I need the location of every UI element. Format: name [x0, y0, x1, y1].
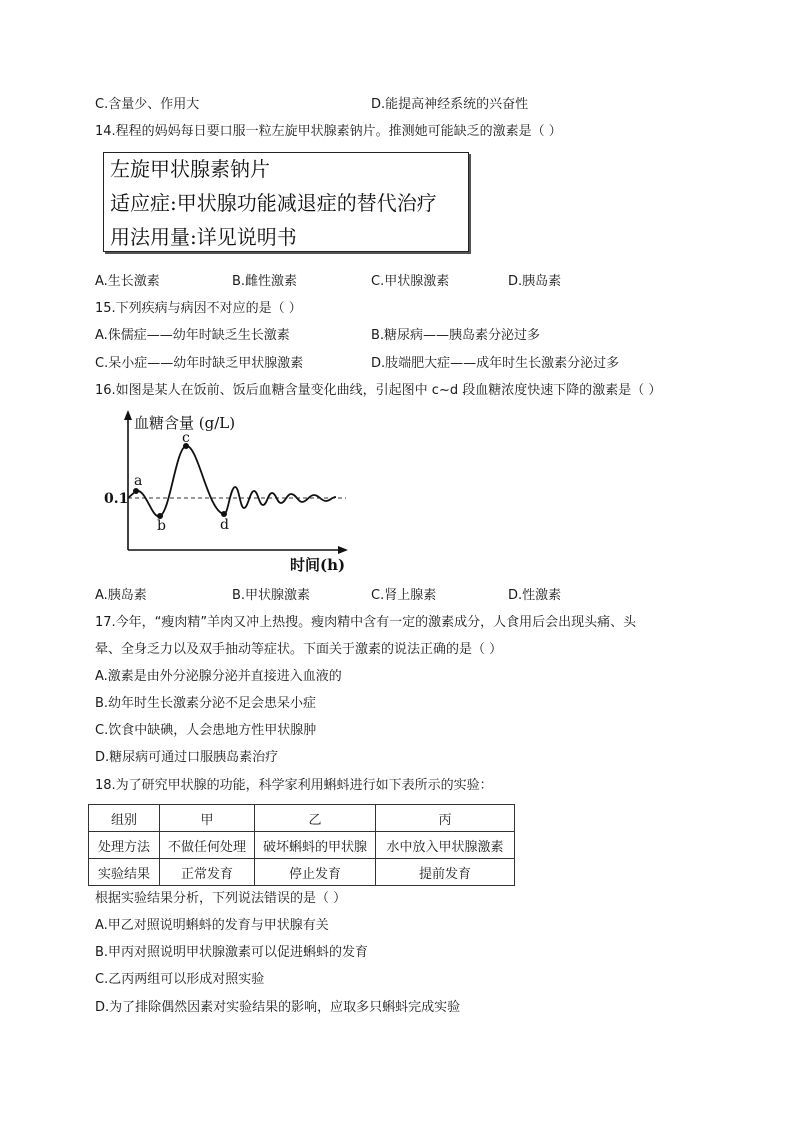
q15-option-c: C.呆小症——幼年时缺乏甲状腺激素	[95, 356, 304, 371]
table-header-cell: 丙	[376, 805, 515, 832]
table-cell: 破坏蝌蚪的甲状腺	[255, 832, 376, 859]
blood-sugar-curve	[128, 446, 336, 516]
table-cell: 停止发育	[255, 859, 376, 886]
point-label-b: b	[157, 518, 166, 534]
x-axis-arrow	[338, 546, 348, 554]
table-cell: 提前发育	[376, 859, 515, 886]
q14-option-c: C.甲状腺激素	[371, 274, 450, 289]
point-label-c: c	[182, 430, 190, 446]
q16-option-a: A.胰岛素	[95, 588, 147, 603]
q16-option-c: C.肾上腺素	[371, 588, 437, 603]
q15-option-b: B.糖尿病——胰岛素分泌过多	[371, 328, 541, 343]
medicine-label-line1: 左旋甲状腺素钠片	[110, 157, 270, 181]
q17-stem-line2: 晕、全身乏力以及双手抽动等症状。下面关于激素的说法正确的是（ ）	[95, 642, 503, 657]
point-label-d: d	[220, 517, 229, 533]
table-header-cell: 乙	[255, 805, 376, 832]
x-axis-label: 时间(h)	[290, 556, 346, 574]
q15-option-d: D.肢端肥大症——成年时生长激素分泌过多	[371, 356, 620, 371]
q17-option-c: C.饮食中缺碘，人会患地方性甲状腺肿	[95, 723, 317, 738]
table-header-row	[89, 805, 515, 832]
q14-option-d: D.胰岛素	[508, 274, 562, 289]
q18-option-c: C.乙丙两组可以形成对照实验	[95, 972, 265, 987]
q15-stem: 15.下列疾病与病因不对应的是（ ）	[95, 301, 302, 316]
reference-value-label: 0.1	[104, 491, 129, 507]
medicine-label-box	[103, 152, 469, 252]
q16-stem: 16.如图是某人在饭前、饭后血糖含量变化曲线，引起图中 c~d 段血糖浓度快速下降的激素是（ ）	[95, 383, 662, 398]
medicine-label-line3: 用法用量:详见说明书	[110, 225, 297, 249]
q13-option-d: D.能提高神经系统的兴奋性	[371, 97, 529, 112]
q16-option-b: B.甲状腺激素	[232, 588, 311, 603]
q18-stem: 18.为了研究甲状腺的功能，科学家利用蝌蚪进行如下表所示的实验：	[95, 778, 493, 793]
q17-option-b: B.幼年时生长激素分泌不足会患呆小症	[95, 696, 317, 711]
table-cell: 正常发育	[160, 859, 255, 886]
y-axis-arrow	[124, 410, 132, 420]
table-row	[89, 859, 515, 886]
table-header-cell: 组别	[89, 805, 160, 832]
table-cell: 处理方法	[89, 832, 160, 859]
q18-option-d: D.为了排除偶然因素对实验结果的影响，应取多只蝌蚪完成实验	[95, 1000, 461, 1015]
y-axis-label: 血糖含量 (g/L)	[134, 414, 236, 432]
q14-option-a: A.生长激素	[95, 274, 160, 289]
point-label-a: a	[134, 473, 143, 489]
table-cell: 实验结果	[89, 859, 160, 886]
table-cell: 不做任何处理	[160, 832, 255, 859]
experiment-table	[88, 804, 515, 886]
q14-option-b: B.雌性激素	[232, 274, 298, 289]
q13-option-c: C.含量少、作用大	[95, 97, 200, 112]
q15-option-a: A.侏儒症——幼年时缺乏生长激素	[95, 328, 290, 343]
table-row	[89, 832, 515, 859]
q18-option-b: B.甲丙对照说明甲状腺激素可以促进蝌蚪的发育	[95, 945, 369, 960]
q18-question: 根据实验结果分析，下列说法错误的是（ ）	[95, 891, 347, 906]
medicine-label-line2: 适应症:甲状腺功能减退症的替代治疗	[110, 191, 437, 215]
q17-option-d: D.糖尿病可通过口服胰岛素治疗	[95, 750, 279, 765]
blood-sugar-chart	[98, 408, 358, 578]
table-cell: 水中放入甲状腺激素	[376, 832, 515, 859]
q17-stem-line1: 17.今年，“瘦肉精”羊肉又冲上热搜。瘦肉精中含有一定的激素成分，人食用后会出现头痛、头	[95, 615, 637, 630]
q14-stem: 14.程程的妈妈每日要口服一粒左旋甲状腺素钠片。推测她可能缺乏的激素是（ ）	[95, 124, 562, 139]
q18-option-a: A.甲乙对照说明蝌蚪的发育与甲状腺有关	[95, 918, 329, 933]
q17-option-a: A.激素是由外分泌腺分泌并直接进入血液的	[95, 669, 342, 684]
table-header-cell: 甲	[160, 805, 255, 832]
q16-option-d: D.性激素	[508, 588, 562, 603]
